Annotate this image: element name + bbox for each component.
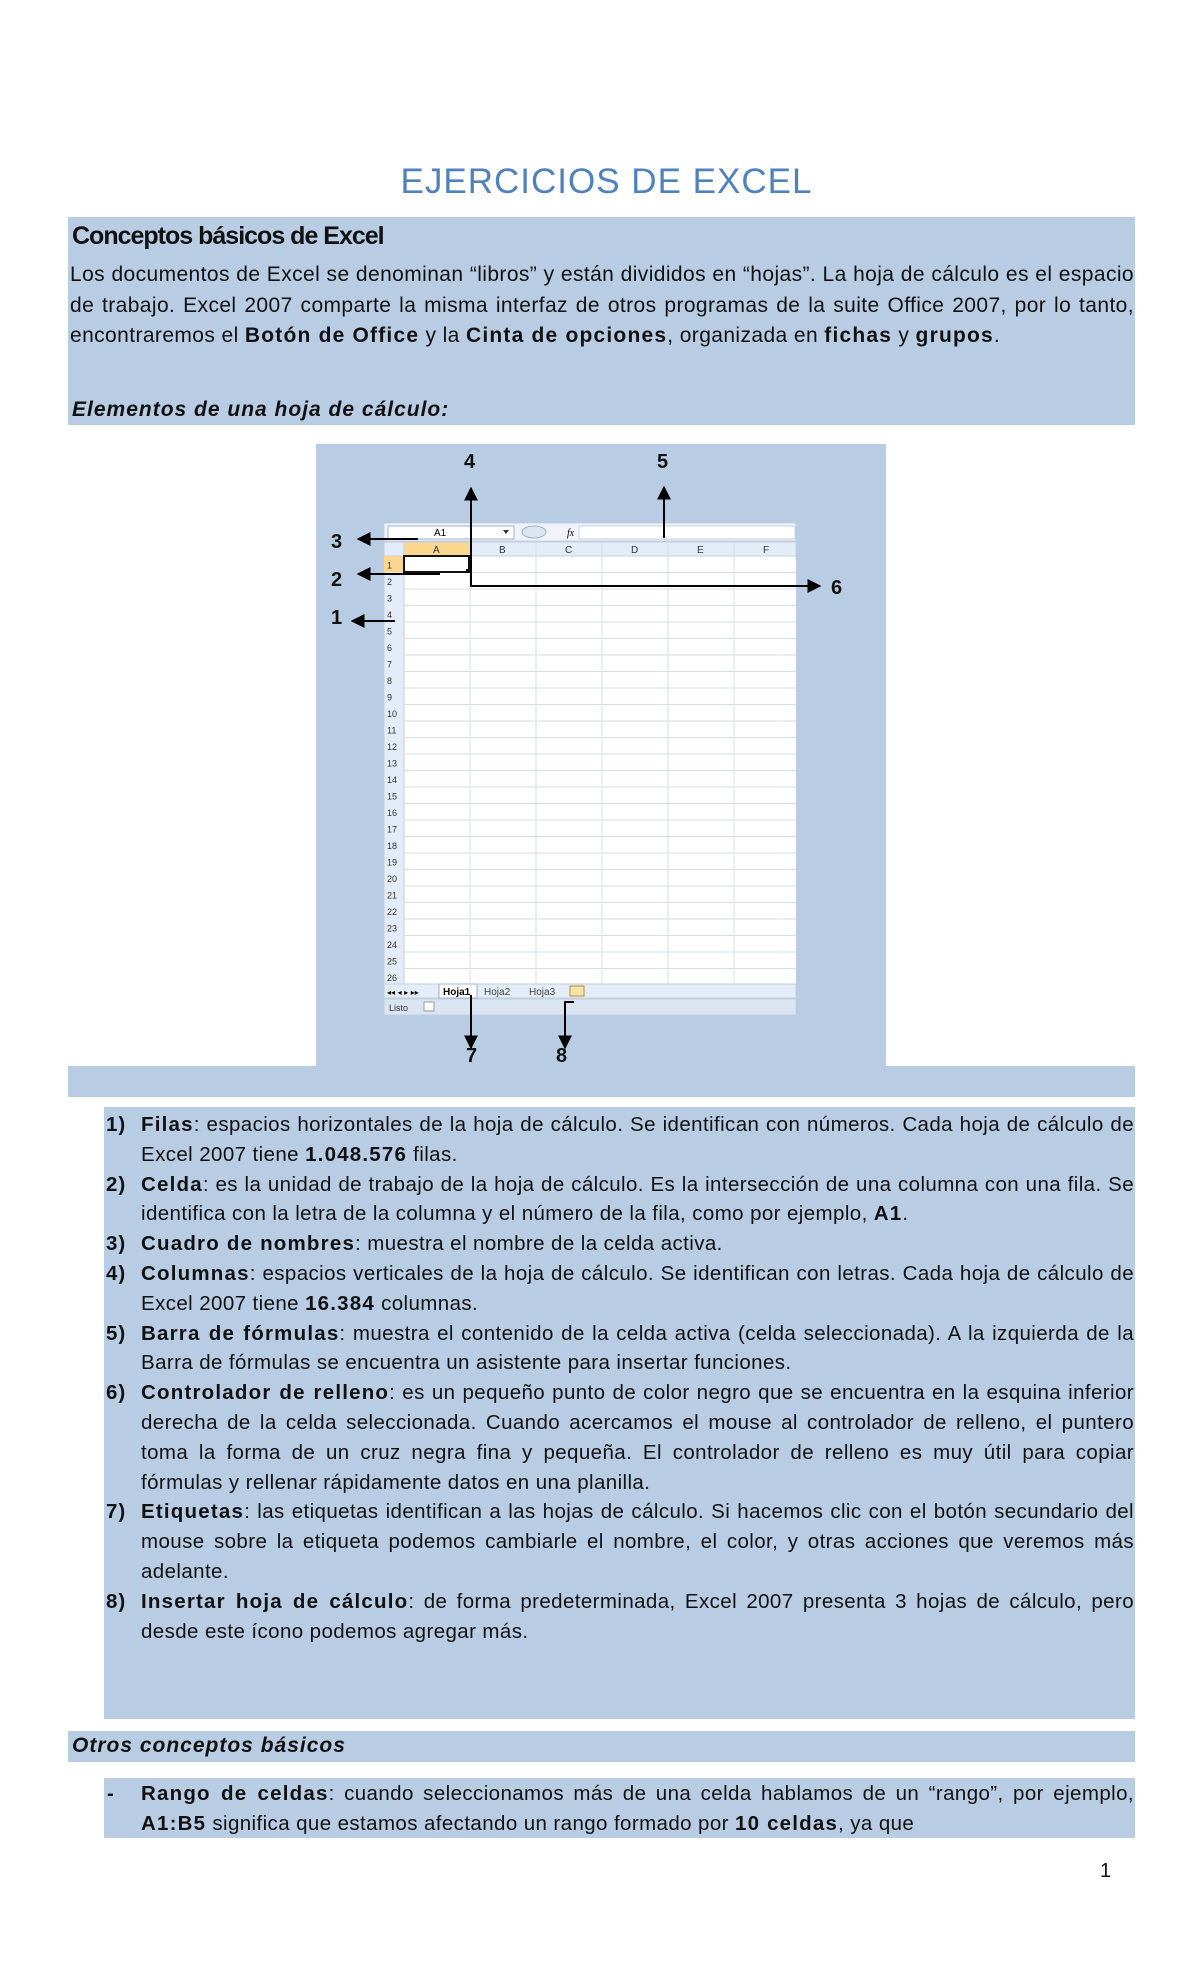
row-header: 10	[387, 709, 398, 719]
row-header: 5	[387, 626, 393, 637]
page-number: 1	[1100, 1860, 1112, 1882]
row-header: 11	[387, 725, 397, 736]
section-heading: Conceptos básicos de Excel	[72, 222, 384, 250]
column-header: E	[697, 545, 704, 556]
callout-3: 3	[331, 531, 343, 553]
row-header: 13	[387, 758, 398, 769]
list-item: 7) Etiquetas: las etiquetas identifican a las hojas de cálculo. Si hacemos clic con el botón secundario del mouse sobre la etiqueta podemos cambiarle el nombre, el color, y otras acciones que veremos más adelante.	[106, 1500, 1134, 1583]
column-header: F	[763, 545, 770, 556]
row-header: 8	[387, 676, 393, 686]
row-header: 14	[387, 775, 398, 785]
tab-nav-icon: ◂◂ ◂ ▸ ▸▸	[387, 988, 419, 997]
callout-1: 1	[331, 607, 343, 629]
column-header: C	[565, 545, 573, 556]
row-header: 7	[387, 659, 393, 670]
column-header: B	[499, 545, 506, 556]
rango-paragraph: - Rango de celdas: cuando seleccionamos más de una celda hablamos de un “rango”, por ejemplo, A1:B5 significa que estamos afectando un rango formado por 10 celdas, ya que	[107, 1782, 1134, 1835]
row-header: 15	[387, 791, 398, 802]
tab-hoja2: Hoja2	[484, 987, 511, 998]
list-item: 8) Insertar hoja de cálculo: de forma predeterminada, Excel 2007 presenta 3 hojas de cálculo, pero desde este ícono podemos agregar más.	[106, 1589, 1134, 1643]
row-header: 18	[387, 841, 398, 851]
row-header: 16	[387, 808, 398, 818]
callout-5: 5	[657, 451, 669, 473]
row-header: 26	[387, 973, 398, 983]
list-item: 5) Barra de fórmulas: muestra el contenido de la celda activa (celda seleccionada). A la izquierda de la Barra de fórmulas se encuentra un asistente para insertar funciones.	[106, 1321, 1134, 1375]
callout-4: 4	[464, 451, 476, 473]
row-header: 24	[387, 940, 398, 950]
tab-hoja1: Hoja1	[443, 987, 471, 998]
callout-6: 6	[831, 577, 843, 599]
elements-heading: Elementos de una hoja de cálculo:	[72, 398, 450, 421]
callout-2: 2	[331, 569, 343, 591]
row-header: 21	[387, 890, 398, 901]
row-header: 25	[387, 956, 398, 967]
status-text: Listo	[389, 1003, 409, 1013]
row-header: 2	[387, 577, 393, 587]
row-header: 3	[387, 593, 393, 604]
list-item: 3) Cuadro de nombres: muestra el nombre de la celda activa.	[106, 1232, 723, 1256]
intro-paragraph: Los documentos de Excel se denominan “libros” y están divididos en “hojas”. La hoja de cálculo es el espacio de trabajo. Excel 2007 comparte la misma interfaz de otros programas de la suite Office 2007, por lo tanto, encontraremos el Botón de Office y la Cinta de opciones, organizada en fichas y grupos.	[70, 263, 1134, 347]
row-header: 6	[387, 643, 393, 653]
row-header: 17	[387, 824, 398, 835]
column-header: A	[433, 545, 440, 556]
row-header: 1	[387, 560, 393, 571]
elements-list	[104, 1110, 1134, 1646]
row-header: 12	[387, 742, 398, 752]
row-header: 20	[387, 874, 398, 884]
list-item: 6) Controlador de relleno: es un pequeño punto de color negro que se encuentra en la esquina inferior derecha de la celda seleccionada. Cuando acercamos el mouse al controlador de relleno, el puntero toma la forma de un cruz negra fina y pequeña. El controlador de relleno es muy útil para copiar fórmulas y rellenar rápidamente datos en una planilla.	[106, 1381, 1134, 1494]
row-header: 22	[387, 907, 398, 917]
row-header: 9	[387, 692, 393, 703]
callout-8: 8	[556, 1045, 568, 1067]
column-header: D	[631, 545, 639, 556]
fx-icon: fx	[567, 528, 575, 539]
page-title: EJERCICIOS DE EXCEL	[400, 162, 813, 201]
row-header: 23	[387, 923, 398, 934]
list-item: 4) Columnas: espacios verticales de la hoja de cálculo. Se identifican con letras. Cada hoja de cálculo de Excel 2007 tiene 16.384 columnas.	[106, 1261, 1134, 1315]
callout-7: 7	[466, 1045, 478, 1067]
otros-heading: Otros conceptos básicos	[72, 1734, 346, 1757]
row-header: 19	[387, 857, 398, 868]
name-box: A1	[434, 528, 447, 539]
list-item: 1) Filas: espacios horizontales de la hoja de cálculo. Se identifican con números. Cada hoja de cálculo de Excel 2007 tiene 1.048.576 filas.	[106, 1113, 1134, 1166]
tab-hoja3: Hoja3	[529, 987, 556, 998]
list-item: 2) Celda: es la unidad de trabajo de la hoja de cálculo. Es la intersección de una columna con una fila. Se identifica con la letra de la columna y el número de la fila, como por ejemplo, A1.	[106, 1172, 1134, 1226]
row-header: 4	[387, 610, 393, 620]
